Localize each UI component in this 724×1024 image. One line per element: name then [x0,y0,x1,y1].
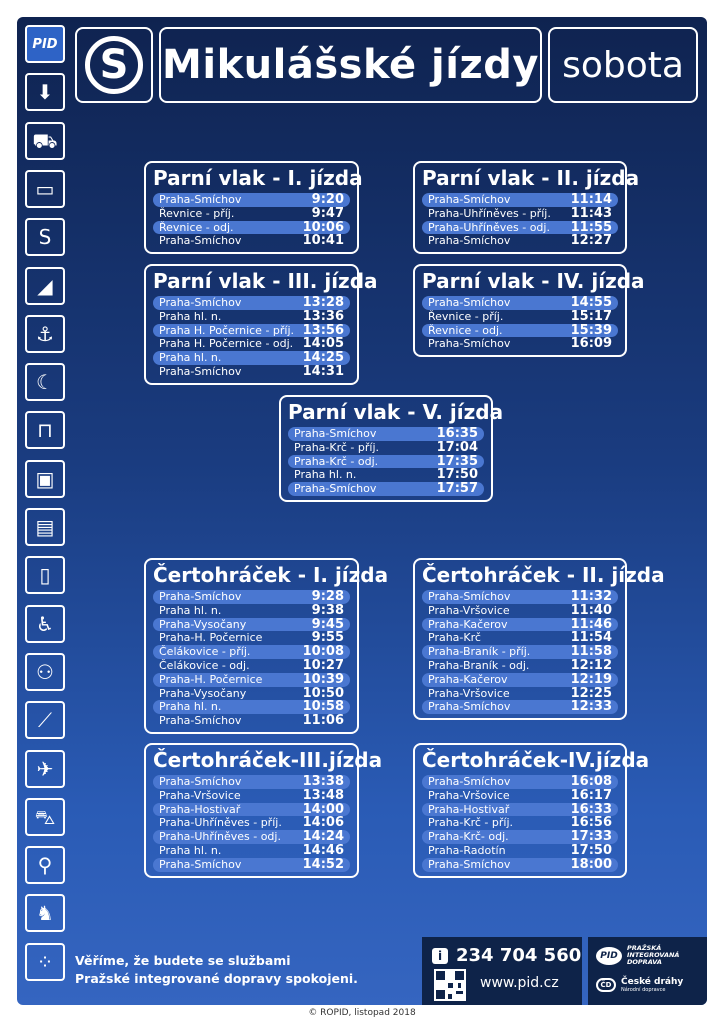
departure-time: 17:35 [436,453,478,469]
card-title: Čertohráček-III.jízda [153,748,383,772]
dog-icon: ♞ [25,894,65,932]
departure-time: 13:28 [302,295,344,310]
table-row [153,858,350,872]
stop-name: Praha-Krč [428,631,481,645]
departure-time: 14:55 [570,295,612,310]
stop-name: Praha-Smíchov [159,296,242,309]
stop-name: Praha hl. n. [159,603,222,617]
wheelchair-icon: ♿ [25,605,65,643]
table-row [153,830,350,844]
table-row [153,700,350,714]
departure-time: 17:50 [570,842,612,858]
table-row [153,221,350,235]
escalator-icon: ⟋ [25,701,65,739]
table-row [153,324,350,338]
departure-time: 14:05 [302,336,344,352]
departure-time: 16:35 [436,426,478,441]
departure-time: 10:58 [302,699,344,715]
stop-name: Praha-Vršovice [428,788,510,802]
stop-name: Řevnice - příj. [428,309,504,323]
pid-logo [596,945,679,966]
table-row [422,193,618,207]
contact-panel [422,937,582,1005]
table-row [288,441,484,455]
table-row [153,310,350,324]
cd-subtitle: Národní dopravce [621,987,666,993]
stop-name: Praha hl. n. [159,309,222,323]
pid-logo-icon: PID [596,947,622,965]
copyright: © ROPID, listopad 2018 [308,1008,416,1018]
stop-name: Praha-Smíchov [159,775,242,788]
departure-time: 14:46 [302,842,344,858]
departure-time: 18:00 [570,856,612,872]
table-row [153,659,350,673]
departure-time: 14:06 [302,815,344,831]
table-row [422,844,618,858]
departure-time: 9:28 [311,589,344,604]
phone-text: 234 704 560 [456,945,582,966]
stop-name: Praha-Uhříněves - příj. [159,816,282,830]
stop-name: Praha hl. n. [159,700,222,714]
departure-time: 11:32 [570,589,612,604]
timetable-card [144,558,389,734]
poster [17,17,707,1005]
table-row [422,337,618,351]
line-change-icon: ⊓ [25,411,65,449]
departure-time: 10:06 [302,219,344,235]
table-row [422,207,618,221]
stop-name: Praha-Vršovice [428,603,510,617]
table-row [288,427,484,441]
table-row [153,351,350,365]
table-row [288,468,484,482]
table-row [153,365,350,379]
info-icon: i [432,948,448,964]
card-title: Parní vlak - II. jízda [422,166,640,190]
stop-name: Praha-Braník - odj. [428,658,530,672]
card-title: Čertohráček-IV.jízda [422,748,650,772]
departure-time: 9:38 [311,602,344,618]
timetable-card [413,743,650,878]
departure-time: 10:08 [302,644,344,660]
departure-time: 11:14 [570,192,612,207]
stop-name: Praha-Vysočany [159,617,247,631]
departure-time: 11:40 [570,602,612,618]
table-row [422,618,618,632]
table-row [153,844,350,858]
table-row [153,673,350,687]
table-row [422,700,618,714]
mobile-icon: ▯ [25,556,65,594]
card-icon: ▤ [25,508,65,546]
stop-name: Praha hl. n. [159,843,222,857]
pid-logo-icon: PID [25,25,65,63]
departure-time: 13:56 [302,322,344,338]
stop-name: Praha-Smíchov [428,234,511,248]
table-row [422,687,618,701]
bicycle-icon: ⚲ [25,846,65,884]
stop-name: Praha H. Počernice - příj. [159,323,295,337]
table-row [153,714,350,728]
table-row [153,296,350,310]
departure-time: 16:17 [570,787,612,803]
departure-time: 10:39 [302,671,344,687]
table-row [422,590,618,604]
table-row [153,618,350,632]
departure-time: 11:55 [570,219,612,235]
stop-name: Praha-Braník - příj. [428,645,531,659]
timetable-card [413,558,665,720]
table-row [153,207,350,221]
departure-time: 11:46 [570,616,612,632]
stop-name: Praha-Smíchov [428,590,511,603]
card-title: Parní vlak - I. jízda [153,166,363,190]
table-row [153,789,350,803]
departure-time: 14:24 [302,829,344,845]
stop-name: Praha-Smíchov [428,193,511,206]
table-row [422,645,618,659]
footer-message [75,952,358,988]
stop-name: Praha-Smíchov [159,234,242,248]
family-icon: ⚇ [25,653,65,691]
stop-name: Praha-Krč - odj. [294,454,379,468]
table-row [153,775,350,789]
departure-time: 11:54 [570,630,612,646]
card-title: Parní vlak - III. jízda [153,269,378,293]
pid-text-2: INTEGROVANÁ [627,951,680,959]
departure-time: 11:06 [302,713,344,729]
night-icon: ☾ [25,363,65,401]
ticket-machine-icon: ▣ [25,460,65,498]
footer-line-1: Věříme, že budete se službami [75,953,291,968]
table-row [153,687,350,701]
table-row [422,659,618,673]
card-title: Parní vlak - IV. jízda [422,269,645,293]
table-row [153,193,350,207]
stop-name: Praha-Uhříněves - odj. [428,220,550,234]
table-row [422,789,618,803]
table-row [422,816,618,830]
stop-name: Praha-Vršovice [159,788,241,802]
stop-name: Praha-Radotín [428,843,506,857]
table-row [153,631,350,645]
stop-name: Čelákovice - příj. [159,645,251,659]
stop-name: Praha-Hostivař [159,802,241,816]
timetable-card [279,395,504,502]
departure-time: 12:12 [570,657,612,673]
departure-time: 14:25 [302,350,344,366]
table-row [288,455,484,469]
pid-text-1: PRAŽSKÁ [627,944,662,952]
stop-name: Praha-Uhříněves - odj. [159,830,281,844]
stop-name: Řevnice - příj. [159,206,235,220]
table-row [153,645,350,659]
stop-name: Praha-Krč - příj. [294,440,380,454]
stop-name: Praha-Uhříněves - příj. [428,206,551,220]
timetable-card [413,161,640,254]
stop-name: Praha-Vršovice [428,686,510,700]
footer-line-2: Pražské integrované dopravy spokojeni. [75,971,358,986]
table-row [153,604,350,618]
departure-time: 10:50 [302,685,344,701]
table-row [422,324,618,338]
partner-logos [588,937,707,1005]
stop-name: Praha-Smíchov [159,193,242,206]
bus-icon: ▭ [25,170,65,208]
departure-time: 17:57 [436,481,478,497]
train-s-icon: S [25,218,65,256]
stop-name: Praha-H. Počernice [159,672,263,686]
departure-time: 15:17 [570,308,612,324]
table-row [422,604,618,618]
departure-time: 12:33 [570,699,612,715]
stop-name: Praha-Smíchov [428,337,511,351]
stop-name: Praha-Smíchov [294,482,377,496]
ferry-icon: ⚓ [25,315,65,353]
website-link[interactable]: www.pid.cz [480,975,559,991]
departure-time: 17:50 [436,467,478,483]
departure-time: 9:55 [311,630,344,646]
card-title: Parní vlak - V. jízda [288,400,504,424]
departure-time: 17:04 [436,439,478,455]
table-row [422,858,618,872]
stop-name: Praha-Smíchov [159,857,242,871]
departure-time: 11:43 [570,205,612,221]
departure-time: 13:48 [302,787,344,803]
table-row [153,803,350,817]
table-row [153,234,350,248]
departure-time: 9:20 [311,192,344,207]
table-row [153,816,350,830]
stop-name: Praha-Krč - příj. [428,816,514,830]
card-title: Čertohráček - I. jízda [153,563,389,587]
departure-time: 16:33 [570,801,612,817]
train-s-logo [75,27,153,103]
cd-name: České dráhy [621,977,684,987]
cd-logo [596,977,683,993]
page-title: Mikulášské jízdy [159,27,542,103]
stop-name: Praha-Smíchov [428,296,511,309]
table-row [288,482,484,496]
stop-name: Praha-Smíchov [294,427,377,440]
stop-name: Praha-Smíchov [428,775,511,788]
pid-text-3: DOPRAVA [627,958,662,966]
table-row [422,803,618,817]
stroller-icon: ⛍ [25,798,65,836]
footsteps-icon: ⁘ [25,943,65,981]
day-label: sobota [548,27,698,103]
departure-time: 9:45 [311,616,344,632]
stop-name: Čelákovice - odj. [159,658,250,672]
stop-name: Praha-H. Počernice [159,631,263,645]
departure-time: 10:41 [302,233,344,249]
funicular-icon: ◢ [25,267,65,305]
timetable-card [413,264,645,357]
departure-time: 13:38 [302,774,344,789]
card-title: Čertohráček - II. jízda [422,563,665,587]
departure-time: 17:33 [570,829,612,845]
table-row [422,221,618,235]
table-row [422,775,618,789]
departure-time: 16:56 [570,815,612,831]
departure-time: 12:25 [570,685,612,701]
stop-name: Praha-Vysočany [159,686,247,700]
table-row [422,310,618,324]
stop-name: Praha H. Počernice - odj. [159,337,294,351]
departure-time: 9:47 [311,205,344,221]
table-row [422,234,618,248]
stop-name: Praha-Smíchov [428,700,511,714]
stop-name: Řevnice - odj. [428,323,503,337]
stop-name: Praha hl. n. [294,468,357,482]
departure-time: 14:52 [302,856,344,872]
stop-name: Praha-Kačerov [428,617,508,631]
departure-time: 16:08 [570,774,612,789]
table-row [422,631,618,645]
departure-time: 13:36 [302,308,344,324]
stop-name: Praha hl. n. [159,351,222,365]
s-icon: S [85,36,143,94]
stop-name: Praha-Smíchov [159,590,242,603]
departure-time: 12:27 [570,233,612,249]
stop-name: Praha-Smíchov [159,364,242,378]
table-row [422,673,618,687]
departure-time: 14:00 [302,801,344,817]
stop-name: Praha-Hostivař [428,802,510,816]
departure-time: 15:39 [570,322,612,338]
timetable-card [144,161,363,254]
cd-logo-icon: ČD [596,978,616,992]
table-row [422,830,618,844]
departure-time: 11:58 [570,644,612,660]
stop-name: Praha-Smíchov [159,714,242,728]
phone-number[interactable] [432,945,581,966]
stop-name: Praha-Kačerov [428,672,508,686]
table-row [153,337,350,351]
departure-time: 12:19 [570,671,612,687]
airplane-icon: ✈ [25,750,65,788]
timetable-card [144,264,378,385]
stop-name: Praha-Krč- odj. [428,830,509,844]
table-row [153,590,350,604]
departure-time: 10:27 [302,657,344,673]
stop-name: Praha-Smíchov [428,857,511,871]
timetable-card [144,743,383,878]
table-row [422,296,618,310]
metro-icon: ⬇ [25,73,65,111]
tram-icon: ⛟ [25,122,65,160]
stop-name: Řevnice - odj. [159,220,234,234]
departure-time: 14:31 [302,363,344,379]
departure-time: 16:09 [570,336,612,352]
qr-code-icon[interactable] [434,969,466,1001]
